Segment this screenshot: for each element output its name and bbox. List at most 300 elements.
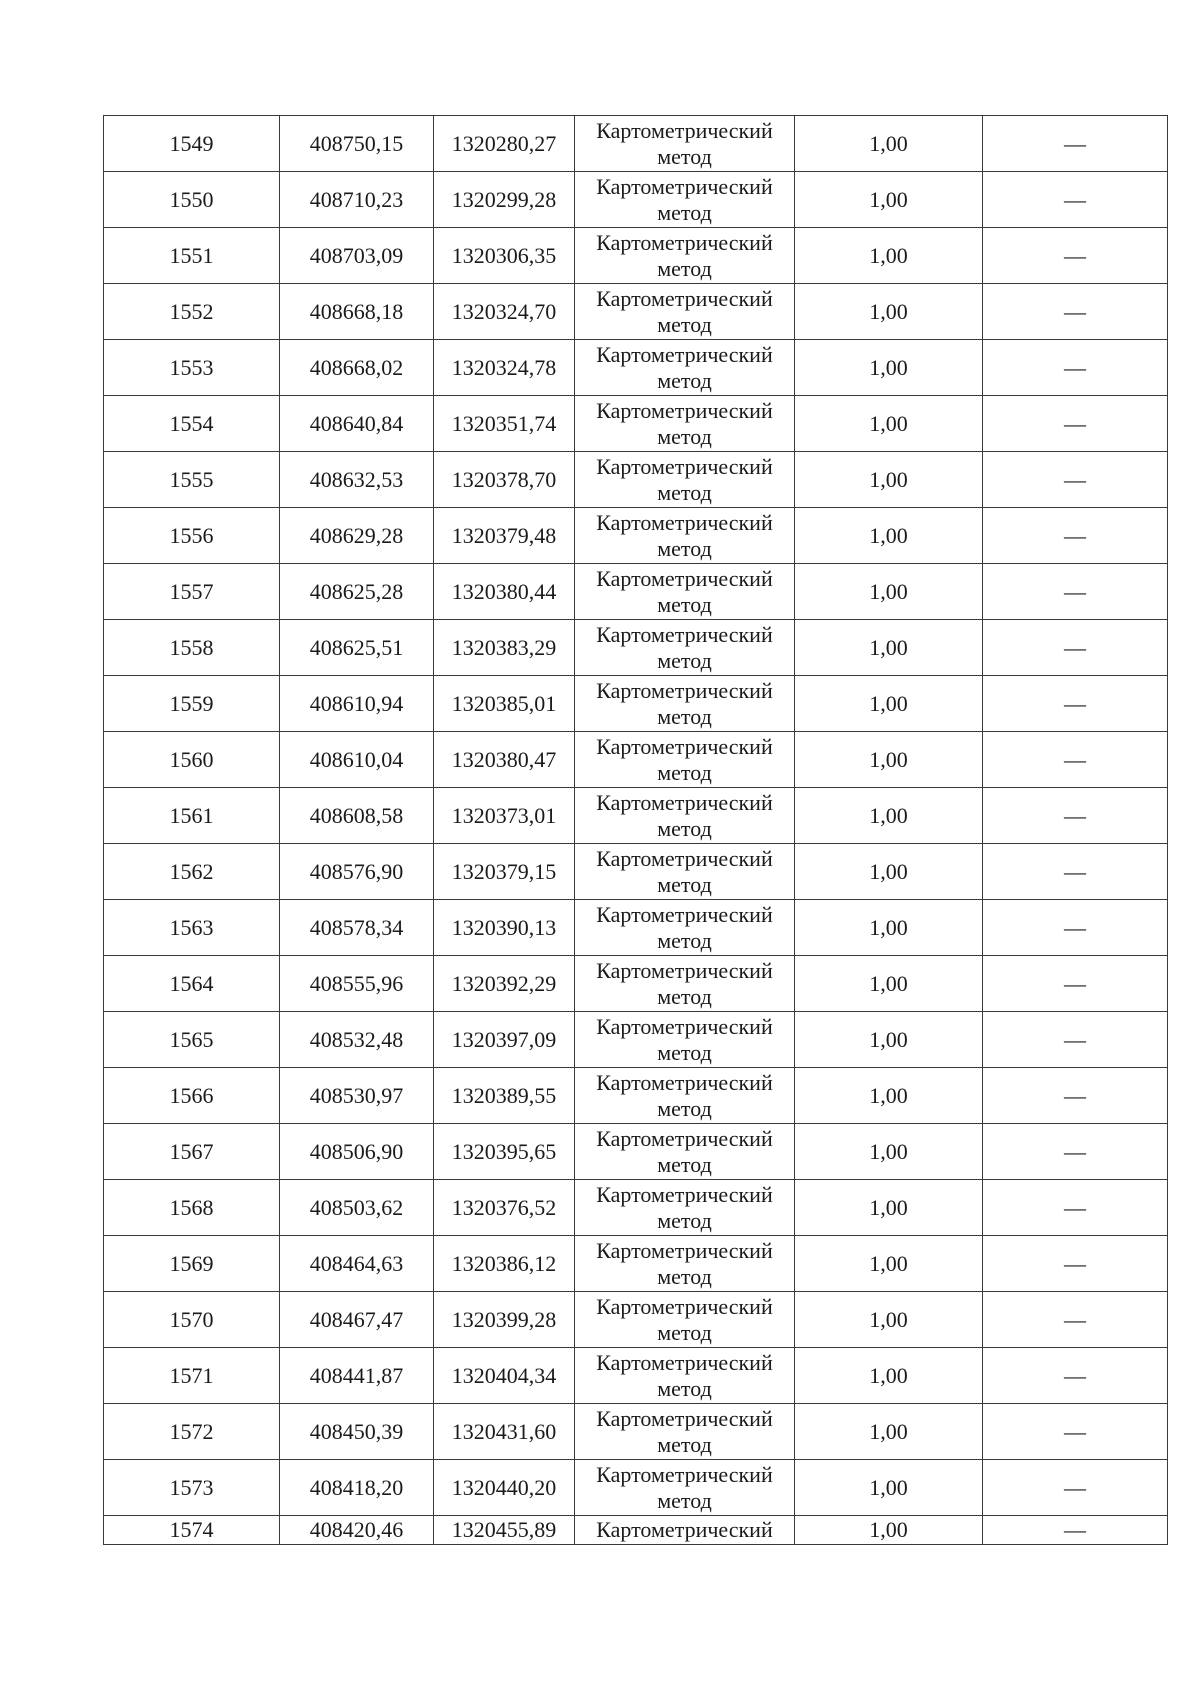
point-number-cell xyxy=(104,1068,280,1124)
table-row xyxy=(104,508,1168,564)
y-coordinate: 1320351,74 xyxy=(451,410,557,436)
precision-cell xyxy=(795,956,983,1012)
note-cell xyxy=(983,564,1168,620)
y-coordinate-cell xyxy=(434,564,575,620)
note-cell xyxy=(983,284,1168,340)
point-number: 1549 xyxy=(169,130,214,156)
method-cell xyxy=(575,564,795,620)
note-dash: — xyxy=(1064,914,1086,940)
y-coordinate: 1320324,78 xyxy=(451,354,557,380)
y-coordinate-cell xyxy=(434,1124,575,1180)
method-text: Картометрический метод xyxy=(596,733,773,785)
y-coordinate-cell xyxy=(434,340,575,396)
precision-value: 1,00 xyxy=(869,466,908,492)
method-text: Картометрический метод xyxy=(596,1125,773,1177)
x-coordinate: 408668,02 xyxy=(309,354,404,380)
x-coordinate-cell xyxy=(280,1180,434,1236)
point-number-cell xyxy=(104,508,280,564)
method-cell xyxy=(575,172,795,228)
method-text: Картометрический метод xyxy=(596,901,773,953)
y-coordinate: 1320376,52 xyxy=(451,1194,557,1220)
method-cell xyxy=(575,1236,795,1292)
x-coordinate: 408629,28 xyxy=(309,522,404,548)
x-coordinate-cell xyxy=(280,452,434,508)
y-coordinate: 1320399,28 xyxy=(451,1306,557,1332)
method-cell xyxy=(575,844,795,900)
y-coordinate-cell xyxy=(434,116,575,172)
table-row xyxy=(104,788,1168,844)
precision-value: 1,00 xyxy=(869,690,908,716)
y-coordinate: 1320440,20 xyxy=(451,1474,557,1500)
method-cell xyxy=(575,340,795,396)
note-dash: — xyxy=(1064,746,1086,772)
table-row xyxy=(104,396,1168,452)
y-coordinate-cell xyxy=(434,396,575,452)
method-cell xyxy=(575,1404,795,1460)
x-coordinate-cell xyxy=(280,732,434,788)
y-coordinate-cell xyxy=(434,284,575,340)
x-coordinate-cell xyxy=(280,676,434,732)
note-cell xyxy=(983,732,1168,788)
y-coordinate-cell xyxy=(434,452,575,508)
y-coordinate: 1320280,27 xyxy=(451,130,557,156)
method-cell xyxy=(575,732,795,788)
note-cell xyxy=(983,1180,1168,1236)
point-number: 1553 xyxy=(169,354,214,380)
method-cell xyxy=(575,788,795,844)
point-number: 1573 xyxy=(169,1474,214,1500)
table-row xyxy=(104,956,1168,1012)
point-number: 1563 xyxy=(169,914,214,940)
precision-cell xyxy=(795,1068,983,1124)
precision-value: 1,00 xyxy=(869,1026,908,1052)
x-coordinate: 408418,20 xyxy=(309,1474,404,1500)
point-number-cell xyxy=(104,228,280,284)
note-cell xyxy=(983,1236,1168,1292)
point-number: 1551 xyxy=(169,242,214,268)
method-cell xyxy=(575,1068,795,1124)
table-row xyxy=(104,620,1168,676)
precision-value: 1,00 xyxy=(869,410,908,436)
y-coordinate: 1320404,34 xyxy=(451,1362,557,1388)
x-coordinate-cell xyxy=(280,1012,434,1068)
point-number-cell xyxy=(104,620,280,676)
note-dash: — xyxy=(1064,970,1086,996)
note-cell xyxy=(983,1068,1168,1124)
table-row xyxy=(104,1068,1168,1124)
note-cell xyxy=(983,620,1168,676)
x-coordinate: 408467,47 xyxy=(309,1306,404,1332)
point-number-cell xyxy=(104,1460,280,1516)
point-number: 1562 xyxy=(169,858,214,884)
point-number: 1568 xyxy=(169,1194,214,1220)
note-cell xyxy=(983,676,1168,732)
x-coordinate: 408710,23 xyxy=(309,186,404,212)
y-coordinate-cell xyxy=(434,732,575,788)
method-cell xyxy=(575,116,795,172)
point-number-cell xyxy=(104,1292,280,1348)
note-dash: — xyxy=(1064,466,1086,492)
table-row xyxy=(104,1012,1168,1068)
x-coordinate-cell xyxy=(280,172,434,228)
y-coordinate-cell xyxy=(434,1460,575,1516)
point-number-cell xyxy=(104,788,280,844)
note-dash: — xyxy=(1064,522,1086,548)
y-coordinate-cell xyxy=(434,1404,575,1460)
x-coordinate-cell xyxy=(280,956,434,1012)
x-coordinate: 408578,34 xyxy=(309,914,404,940)
x-coordinate: 408503,62 xyxy=(309,1194,404,1220)
precision-value: 1,00 xyxy=(869,298,908,324)
table-row xyxy=(104,340,1168,396)
method-cell xyxy=(575,228,795,284)
point-number-cell xyxy=(104,340,280,396)
method-cell xyxy=(575,452,795,508)
precision-cell xyxy=(795,1236,983,1292)
precision-cell xyxy=(795,1292,983,1348)
method-cell xyxy=(575,1516,795,1545)
x-coordinate-cell xyxy=(280,1516,434,1545)
x-coordinate-cell xyxy=(280,844,434,900)
precision-cell xyxy=(795,340,983,396)
table-row xyxy=(104,844,1168,900)
method-text: Картометрический метод xyxy=(596,845,773,897)
method-cell xyxy=(575,1460,795,1516)
point-number-cell xyxy=(104,1180,280,1236)
note-dash: — xyxy=(1064,1306,1086,1332)
method-cell xyxy=(575,1180,795,1236)
y-coordinate: 1320380,47 xyxy=(451,746,557,772)
x-coordinate-cell xyxy=(280,284,434,340)
precision-cell xyxy=(795,844,983,900)
y-coordinate: 1320385,01 xyxy=(451,690,557,716)
coordinates-table-body xyxy=(104,116,1168,1545)
x-coordinate: 408608,58 xyxy=(309,802,404,828)
method-text: Картометрический метод xyxy=(596,1237,773,1289)
method-text: Картометрический xyxy=(596,1517,773,1542)
precision-value: 1,00 xyxy=(869,1517,908,1542)
table-row xyxy=(104,1516,1168,1545)
y-coordinate: 1320383,29 xyxy=(451,634,557,660)
x-coordinate: 408420,46 xyxy=(309,1517,404,1542)
y-coordinate-cell xyxy=(434,956,575,1012)
x-coordinate: 408506,90 xyxy=(309,1138,404,1164)
note-dash: — xyxy=(1064,578,1086,604)
note-cell xyxy=(983,116,1168,172)
method-text: Картометрический метод xyxy=(596,621,773,673)
note-cell xyxy=(983,1012,1168,1068)
method-text: Картометрический метод xyxy=(596,1293,773,1345)
precision-value: 1,00 xyxy=(869,1418,908,1444)
note-dash: — xyxy=(1064,130,1086,156)
point-number-cell xyxy=(104,844,280,900)
y-coordinate-cell xyxy=(434,844,575,900)
x-coordinate-cell xyxy=(280,396,434,452)
precision-value: 1,00 xyxy=(869,858,908,884)
point-number-cell xyxy=(104,1236,280,1292)
y-coordinate-cell xyxy=(434,1236,575,1292)
note-dash: — xyxy=(1064,1082,1086,1108)
method-text: Картометрический метод xyxy=(596,117,773,169)
precision-cell xyxy=(795,1348,983,1404)
note-cell xyxy=(983,396,1168,452)
method-text: Картометрический метод xyxy=(596,229,773,281)
note-cell xyxy=(983,1404,1168,1460)
precision-cell xyxy=(795,1012,983,1068)
precision-cell xyxy=(795,116,983,172)
table-row xyxy=(104,116,1168,172)
precision-cell xyxy=(795,1124,983,1180)
note-dash: — xyxy=(1064,1026,1086,1052)
x-coordinate: 408464,63 xyxy=(309,1250,404,1276)
point-number: 1570 xyxy=(169,1306,214,1332)
method-cell xyxy=(575,508,795,564)
point-number-cell xyxy=(104,1404,280,1460)
point-number-cell xyxy=(104,564,280,620)
precision-value: 1,00 xyxy=(869,242,908,268)
method-text: Картометрический метод xyxy=(596,789,773,841)
method-text: Картометрический метод xyxy=(596,1405,773,1457)
y-coordinate-cell xyxy=(434,172,575,228)
note-cell xyxy=(983,1124,1168,1180)
note-cell xyxy=(983,172,1168,228)
method-text: Картометрический метод xyxy=(596,1349,773,1401)
x-coordinate: 408450,39 xyxy=(309,1418,404,1444)
note-cell xyxy=(983,452,1168,508)
table-row xyxy=(104,1180,1168,1236)
note-dash: — xyxy=(1064,1194,1086,1220)
point-number-cell xyxy=(104,900,280,956)
point-number-cell xyxy=(104,116,280,172)
y-coordinate-cell xyxy=(434,900,575,956)
precision-cell xyxy=(795,900,983,956)
y-coordinate-cell xyxy=(434,1068,575,1124)
point-number-cell xyxy=(104,452,280,508)
method-text: Картометрический метод xyxy=(596,677,773,729)
point-number: 1569 xyxy=(169,1250,214,1276)
method-text: Картометрический метод xyxy=(596,565,773,617)
method-cell xyxy=(575,284,795,340)
method-text: Картометрический метод xyxy=(596,453,773,505)
note-dash: — xyxy=(1064,1250,1086,1276)
y-coordinate: 1320431,60 xyxy=(451,1418,557,1444)
precision-value: 1,00 xyxy=(869,802,908,828)
x-coordinate-cell xyxy=(280,116,434,172)
y-coordinate: 1320379,48 xyxy=(451,522,557,548)
point-number: 1555 xyxy=(169,466,214,492)
table-row xyxy=(104,1348,1168,1404)
note-cell xyxy=(983,340,1168,396)
point-number: 1572 xyxy=(169,1418,214,1444)
precision-value: 1,00 xyxy=(869,1082,908,1108)
precision-cell xyxy=(795,732,983,788)
y-coordinate-cell xyxy=(434,1516,575,1545)
point-number: 1565 xyxy=(169,1026,214,1052)
method-cell xyxy=(575,676,795,732)
note-dash: — xyxy=(1064,802,1086,828)
note-dash: — xyxy=(1064,690,1086,716)
y-coordinate: 1320397,09 xyxy=(451,1026,557,1052)
point-number: 1558 xyxy=(169,634,214,660)
precision-cell xyxy=(795,1180,983,1236)
note-dash: — xyxy=(1064,1418,1086,1444)
method-cell xyxy=(575,396,795,452)
method-text: Картометрический метод xyxy=(596,957,773,1009)
x-coordinate-cell xyxy=(280,1292,434,1348)
x-coordinate: 408703,09 xyxy=(309,242,404,268)
point-number-cell xyxy=(104,1012,280,1068)
x-coordinate: 408610,94 xyxy=(309,690,404,716)
note-dash: — xyxy=(1064,1474,1086,1500)
table-row xyxy=(104,284,1168,340)
x-coordinate-cell xyxy=(280,900,434,956)
precision-cell xyxy=(795,284,983,340)
method-text: Картометрический метод xyxy=(596,509,773,561)
method-text: Картометрический метод xyxy=(596,173,773,225)
point-number: 1554 xyxy=(169,410,214,436)
point-number-cell xyxy=(104,396,280,452)
method-cell xyxy=(575,1012,795,1068)
point-number-cell xyxy=(104,1348,280,1404)
precision-value: 1,00 xyxy=(869,186,908,212)
method-text: Картометрический метод xyxy=(596,1069,773,1121)
table-row xyxy=(104,1460,1168,1516)
point-number: 1567 xyxy=(169,1138,214,1164)
y-coordinate-cell xyxy=(434,1348,575,1404)
x-coordinate: 408640,84 xyxy=(309,410,404,436)
precision-value: 1,00 xyxy=(869,1250,908,1276)
note-dash: — xyxy=(1064,410,1086,436)
precision-value: 1,00 xyxy=(869,914,908,940)
y-coordinate: 1320389,55 xyxy=(451,1082,557,1108)
precision-cell xyxy=(795,788,983,844)
y-coordinate: 1320373,01 xyxy=(451,802,557,828)
precision-cell xyxy=(795,676,983,732)
precision-value: 1,00 xyxy=(869,578,908,604)
x-coordinate-cell xyxy=(280,1068,434,1124)
table-row xyxy=(104,564,1168,620)
x-coordinate: 408610,04 xyxy=(309,746,404,772)
x-coordinate: 408668,18 xyxy=(309,298,404,324)
point-number-cell xyxy=(104,1124,280,1180)
precision-value: 1,00 xyxy=(869,354,908,380)
x-coordinate-cell xyxy=(280,788,434,844)
y-coordinate: 1320392,29 xyxy=(451,970,557,996)
table-row xyxy=(104,1124,1168,1180)
precision-cell xyxy=(795,1516,983,1545)
y-coordinate-cell xyxy=(434,228,575,284)
x-coordinate-cell xyxy=(280,228,434,284)
table-row xyxy=(104,1236,1168,1292)
note-dash: — xyxy=(1064,1138,1086,1164)
y-coordinate: 1320386,12 xyxy=(451,1250,557,1276)
note-dash: — xyxy=(1064,1362,1086,1388)
precision-value: 1,00 xyxy=(869,130,908,156)
precision-value: 1,00 xyxy=(869,1474,908,1500)
note-cell xyxy=(983,1292,1168,1348)
x-coordinate: 408555,96 xyxy=(309,970,404,996)
table-row xyxy=(104,172,1168,228)
x-coordinate-cell xyxy=(280,1236,434,1292)
method-cell xyxy=(575,900,795,956)
point-number: 1550 xyxy=(169,186,214,212)
note-cell xyxy=(983,900,1168,956)
precision-value: 1,00 xyxy=(869,746,908,772)
point-number: 1556 xyxy=(169,522,214,548)
method-cell xyxy=(575,620,795,676)
precision-value: 1,00 xyxy=(869,1138,908,1164)
precision-value: 1,00 xyxy=(869,634,908,660)
precision-cell xyxy=(795,172,983,228)
y-coordinate: 1320324,70 xyxy=(451,298,557,324)
coordinates-table xyxy=(103,115,1168,1545)
point-number-cell xyxy=(104,676,280,732)
note-dash: — xyxy=(1064,354,1086,380)
note-dash: — xyxy=(1064,186,1086,212)
y-coordinate: 1320380,44 xyxy=(451,578,557,604)
x-coordinate: 408632,53 xyxy=(309,466,404,492)
note-dash: — xyxy=(1064,298,1086,324)
precision-value: 1,00 xyxy=(869,1306,908,1332)
y-coordinate: 1320299,28 xyxy=(451,186,557,212)
y-coordinate-cell xyxy=(434,676,575,732)
note-cell xyxy=(983,228,1168,284)
precision-value: 1,00 xyxy=(869,1194,908,1220)
note-cell xyxy=(983,1516,1168,1545)
precision-cell xyxy=(795,564,983,620)
note-dash: — xyxy=(1064,634,1086,660)
precision-cell xyxy=(795,620,983,676)
point-number-cell xyxy=(104,172,280,228)
y-coordinate: 1320306,35 xyxy=(451,242,557,268)
precision-cell xyxy=(795,1404,983,1460)
table-row xyxy=(104,1404,1168,1460)
precision-value: 1,00 xyxy=(869,522,908,548)
x-coordinate: 408625,51 xyxy=(309,634,404,660)
point-number: 1560 xyxy=(169,746,214,772)
point-number: 1564 xyxy=(169,970,214,996)
x-coordinate: 408576,90 xyxy=(309,858,404,884)
note-dash: — xyxy=(1064,858,1086,884)
point-number: 1561 xyxy=(169,802,214,828)
point-number-cell xyxy=(104,956,280,1012)
x-coordinate-cell xyxy=(280,1404,434,1460)
x-coordinate: 408532,48 xyxy=(309,1026,404,1052)
point-number: 1552 xyxy=(169,298,214,324)
note-cell xyxy=(983,1460,1168,1516)
precision-cell xyxy=(795,508,983,564)
note-cell xyxy=(983,1348,1168,1404)
y-coordinate: 1320395,65 xyxy=(451,1138,557,1164)
x-coordinate-cell xyxy=(280,564,434,620)
note-cell xyxy=(983,844,1168,900)
table-row xyxy=(104,228,1168,284)
method-cell xyxy=(575,1348,795,1404)
x-coordinate: 408750,15 xyxy=(309,130,404,156)
x-coordinate-cell xyxy=(280,1124,434,1180)
x-coordinate: 408625,28 xyxy=(309,578,404,604)
point-number: 1557 xyxy=(169,578,214,604)
method-cell xyxy=(575,1292,795,1348)
y-coordinate-cell xyxy=(434,620,575,676)
x-coordinate-cell xyxy=(280,620,434,676)
point-number: 1566 xyxy=(169,1082,214,1108)
y-coordinate: 1320390,13 xyxy=(451,914,557,940)
precision-value: 1,00 xyxy=(869,970,908,996)
method-cell xyxy=(575,1124,795,1180)
method-text: Картометрический метод xyxy=(596,285,773,337)
table-row xyxy=(104,1292,1168,1348)
